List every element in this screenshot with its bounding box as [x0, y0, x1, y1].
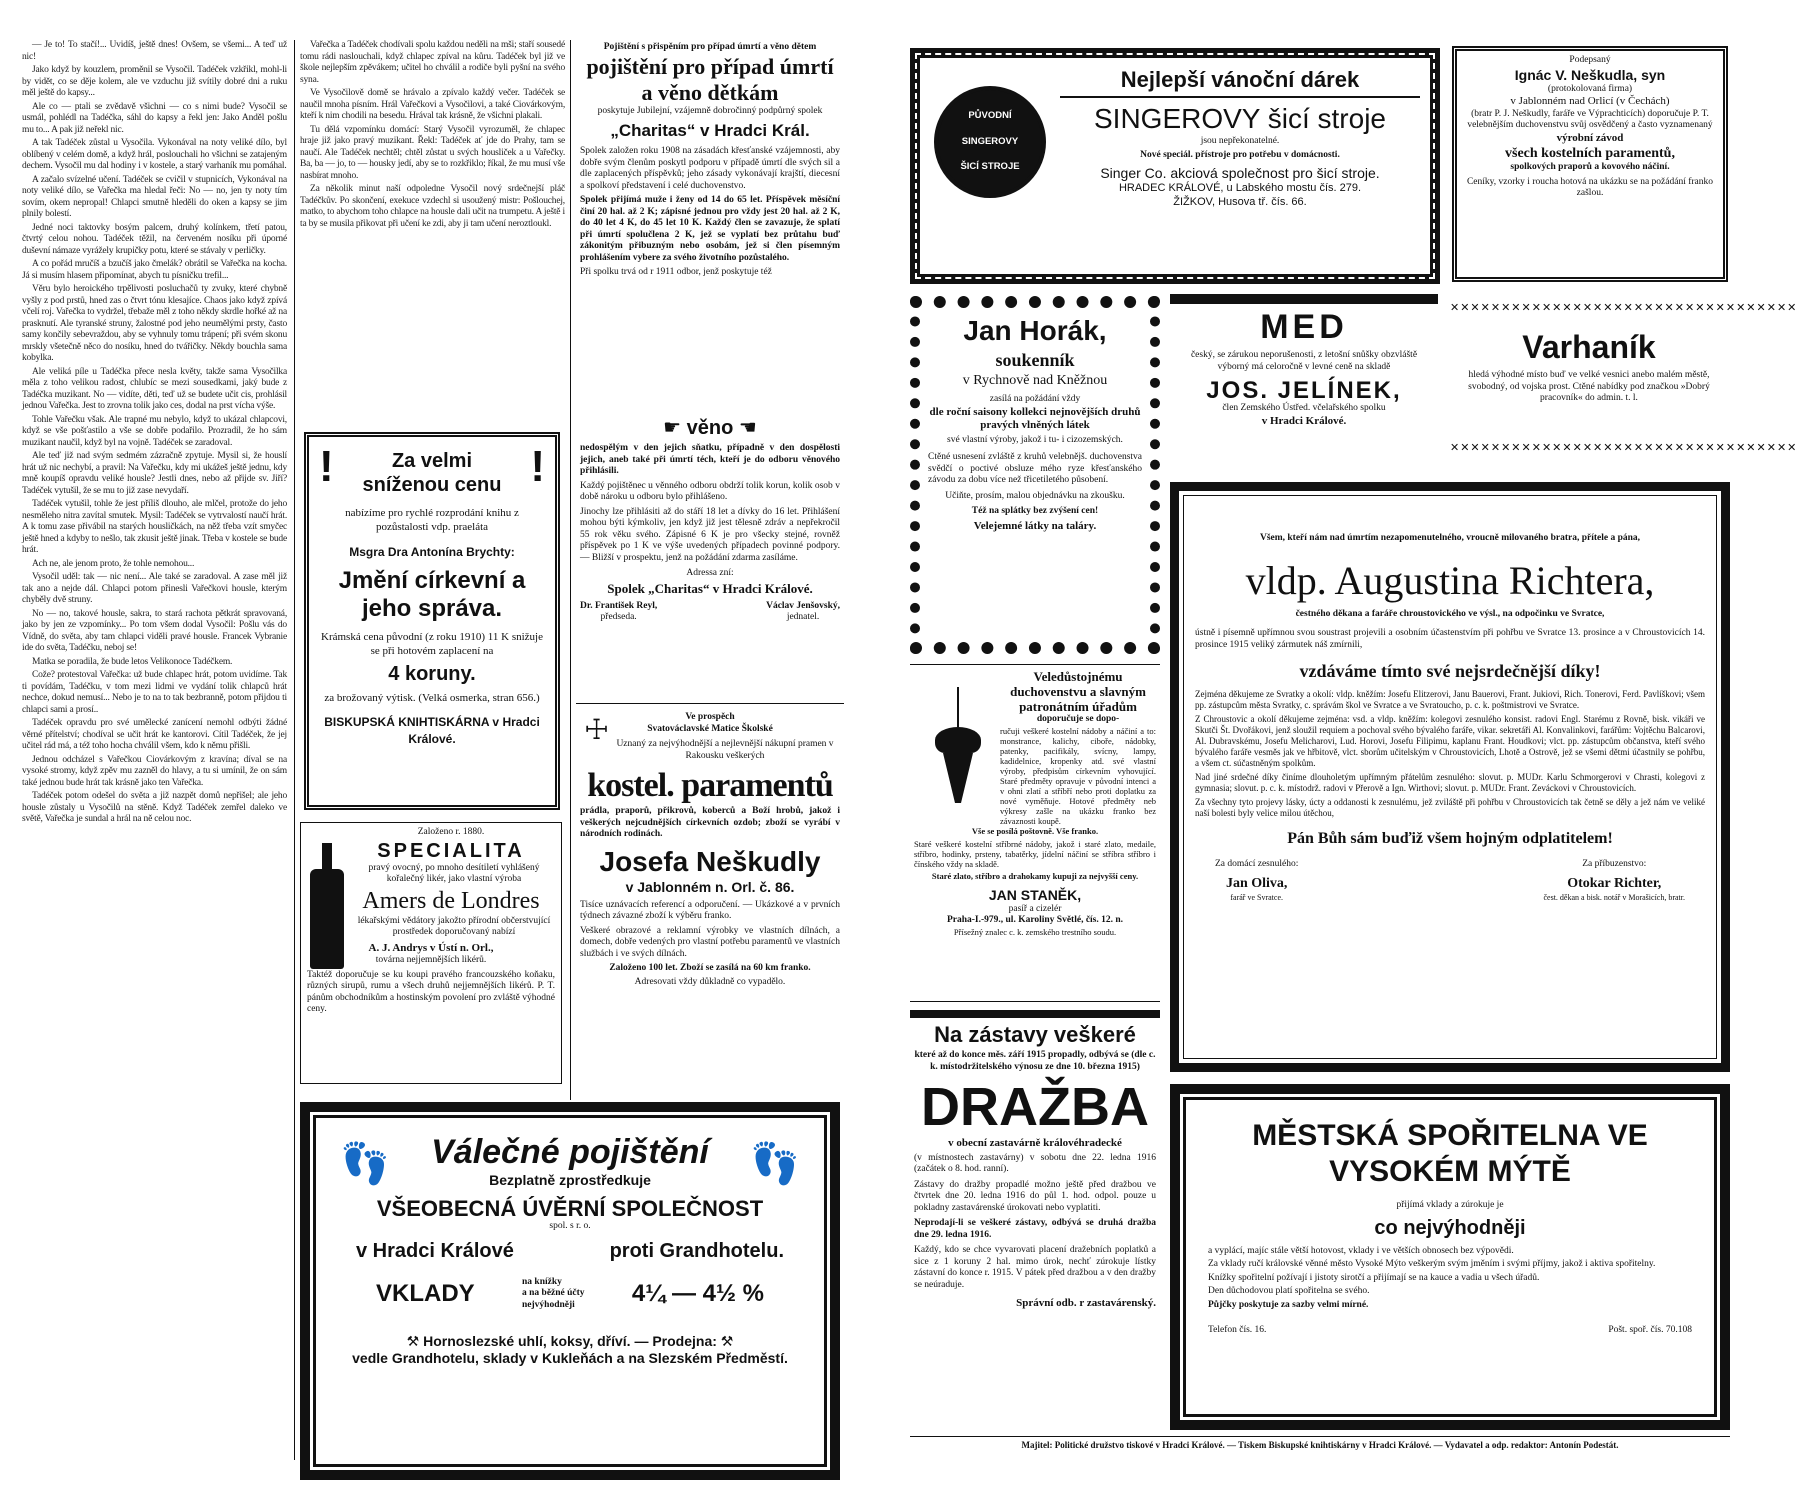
pointing-hand-icon: ☚: [733, 417, 757, 439]
ad-text: Pojištění s přispěním pro případ úmrtí a věno dětem: [603, 42, 817, 52]
ad-text: (bratr P. J. Neškudly, faráře ve Výprachticích) doporučuje P. T. velebnějším duchovenstvu svůj osvědčený a často vyznamenaný: [1467, 108, 1713, 130]
ad-headline: Nejlepší vánoční dárek: [1060, 68, 1420, 98]
obituary-name: vldp. Augustina Richtera,: [1245, 557, 1655, 603]
church-lamp-icon: [918, 687, 998, 847]
firm-address: v Jablonném n. Orl. č. 86.: [625, 878, 795, 895]
church-vestments-ad: [576, 710, 844, 1095]
ad-text: Svatováclavské Matice Školské: [647, 723, 773, 734]
obituary-intro: Všem, kteří nám nad úmrtím nezapomenutelného, vroucně milovaného bratra, přítele a pána,: [1259, 533, 1641, 543]
footprint-icon: 👣: [750, 1141, 800, 1186]
article-paragraph: A co pořád mručíš a bzučíš jako čmelák? obrátil se Vařečka na kocha. Já si musím hlasem připomínat, abych tu písničku trefil...: [22, 259, 287, 281]
ad-headline: Válečné pojištění: [431, 1133, 709, 1171]
company-name: Singer Co. akciová společnost pro šicí stroje.: [1100, 165, 1380, 181]
article-column-1: [22, 40, 287, 1480]
ad-text: Ceníky, vzorky i roucha hotová na ukázku se na požádání franko zašlou.: [1466, 176, 1714, 198]
ad-headline: pojištění pro případ úmrtí a věno dětkám: [586, 53, 834, 105]
singer-sewing-ad: [910, 48, 1440, 284]
article-paragraph: — Je to! To stačí!... Uvidíš, ještě dnes! Ovšem, se všemi... A teď už nic!: [22, 40, 287, 62]
cloth-maker-ad: [910, 296, 1160, 654]
ad-text: Staré zlato, stříbro a drahokamy kupuji za nejvyšší ceny.: [931, 871, 1139, 881]
ad-headline: MĚSTSKÁ SPOŘITELNA VE VYSOKÉM MÝTĚ: [1252, 1119, 1648, 1188]
article-paragraph: No — no, takové housle, sakra, to stará rachota pětkrát spravovaná, jako by jen ze vzpomínky... Po tom všem dodal Vysočil: Pošlu vás do Vídně, do světa, aby tam chlapci viděli pravé housle. Francek Vybranie ide do světa, Tadéčku, neboj se!: [22, 608, 287, 653]
article-paragraph: Ach ne, ale jenom proto, že tohle nemohou...: [32, 558, 195, 569]
ad-headline: ☛ věno ☚: [663, 417, 757, 439]
ad-text: Ve prospěch: [685, 712, 735, 722]
article-paragraph: Tadéček potom odešel do světa a již nazpět domů nepřišel; ale jeho housle zůstaly u Vysočilů na stěně. Když Tadéček zemřel daleko ve světě, Vařečka je sundal a hrál na ně celou noc.: [22, 791, 287, 824]
ad-text: nedospělým v den jejich sňatku, případně v den dospělosti jejich, aneb také při úmrtí téch, kteří je do odboru věnového přihlásili.: [580, 443, 840, 476]
book-discount-ad: [304, 432, 560, 810]
singer-emblem-icon: PŮVODNÍ SINGEROVY ŠICÍ STROJE: [934, 86, 1046, 198]
ad-text: Adresovati vždy důkladně co vypadělo.: [634, 976, 786, 987]
article-paragraph: Tadéček vytušil, tohle že jest příliš dlouho, ale mlčel, protože do jeho nesměleho nitra zavítal smutek. Mysil: Tadéček se vytrvalostí naučí hrát. A k tomu zase přivábil na starých housličkách, na něž třeba vzít smyčec ještě hned a kdyby to nešlo, tak zkusit ještě jinak. Třeba v kostele se bude hrát.: [22, 499, 287, 555]
seller-name: JAN STANĚK,: [988, 886, 1082, 903]
ornament-border: ✕✕✕✕✕✕✕✕✕✕✕✕✕✕✕✕✕✕✕✕✕✕✕✕✕✕✕✕✕✕✕✕✕✕: [1450, 302, 1797, 314]
seller-name: JOS. JELÍNEK,: [1206, 377, 1402, 404]
ad-headline: MED: [1260, 308, 1348, 346]
honey-ad: [1170, 294, 1438, 474]
article-paragraph: Ale veliká píle u Tadéčka přece nesla květy, takže sama Vysočilka měla z toho velikou radost, chlubíc se mezi sousedkami, jaký bude z Tadéčka muzikant. No — vidíte, děti, teď už se budete učit cis, prohlásil jednou Vařečka. Jest to zrovna tolik jako ces, dodal na prst vícha výše.: [22, 366, 287, 411]
article-paragraph: A tak Tadéček zůstal u Vysočila. Vykonával na noty veliké dílo, byl oblíbený v celém domě, a když hrál, poslouchali ho všichni se zatajeným dechem. Vysočil mu dal hodiny i v kostele, a starý varhaník mu pomáhal.: [22, 138, 287, 171]
article-paragraph: Ve Vysočilově domě se hrávalo a zpívalo každý večer. Tadéček se naučil mnoha písním. Hrál Vařečkovi a Vysočilovi, a také Ciovárkovým, kteří k nim chodili na besedu. Hrával tak krásně, že všichni plakali.: [300, 88, 565, 121]
ad-text: Za vklady ručí královské věnné město Vysoké Mýto veškerým svým jměním i svými příjmy, jakož i aktiva spořitelny.: [1208, 1259, 1656, 1269]
ad-text: (protokolovaná firma): [1547, 83, 1633, 94]
address-line: ŽIŽKOV, Husova tř. čís. 66.: [1173, 195, 1307, 208]
firm-name: Ignác V. Neškudla, syn: [1514, 66, 1666, 83]
product-name: Amers de Londres: [362, 887, 540, 914]
ad-text: Tisíce uznávacích referencí a odporučení. — Ukázkové a v prvních týdnech závazné zboží k výběru franko.: [580, 899, 840, 921]
ad-text: český, se zárukou neporušenosti, z letošní snůšky obzvláště výborný má celoročně v levné ceně na skladě: [1190, 350, 1418, 372]
ad-text: hledá výhodné místo buď ve velké vesnici anebo malém městě, svobodný, od vojska prost. Ctěné nabídky pod značkou »Dobrý pracovník« do admin. t. l.: [1468, 370, 1710, 403]
ad-text: Při spolku trvá od r 1911 odbor, jenž poskytuje též: [580, 267, 772, 277]
firm-name: Josefa Neškudly: [599, 845, 821, 877]
article-paragraph: Za několik minut naší odpoledne Vysočil nový srdečnejší pláč Tadéčkův. Po skončení, exekuce vzdechl si usoužený mistr: Pošlouchej, matko, to abychom toho chlapce na housle dali učit na trumpetu. A ještě i ta by se musila přikovat při učení ke zdi, aby ji tam učení neroztloukl.: [300, 184, 565, 229]
ad-text: Adressa zní:: [686, 568, 734, 578]
ad-text: lékařskými vědátory jakožto přírodní občerstvující prostředek doporučovaný nabízí: [357, 915, 551, 937]
article-paragraph: Vařečka a Tadéček chodívali spolu každou neděli na mši; staří sousedé tomu rádi naslouchali, když chlapec zpíval na kůru. Tadéček byl již ve škole nejlepším zpěvákem; učitel ho chválil a rodiče byli pyšní na svého syna.: [300, 40, 565, 85]
war-insurance-ad: [300, 1102, 840, 1480]
signatures: [580, 601, 840, 624]
bank-contacts: [1208, 1325, 1692, 1337]
article-paragraph: Jedné noci taktovky bosým palcem, druhý kolínkem, třetí patou, čtvrtý celou nohou. Tadéček těžil, na červeném nosíku při úporné duševní námaze vyrážely krupičky potu, které se stávaly v perličky.: [22, 222, 287, 256]
publisher-footer: Majitel: Politické družstvo tiskové v Hradci Králové. — Tiskem Biskupské knihtiskárny v Hradci Králové. — Vydavatel a odp. redaktor: Antonín Podestát.: [1021, 1440, 1619, 1450]
ad-text: které až do konce měs. září 1915 propadly, odbývá se (dle c. k. místodržitelského výnosu ze dne 10. března 1915): [914, 1050, 1156, 1072]
ad-text: doporučuje se dopo-: [1036, 714, 1120, 724]
ad-text: člen Zemského Ústřed. včelařského spolku: [1222, 403, 1386, 413]
deposits-row: [336, 1277, 804, 1312]
article-paragraph: Ale teď již nad svým sedmém zázračně zpytuje. Mysil si, že houslí hrát už nic nechybí, a pravil: Na Vařečku, kdy mi ukážeš ještě jednu, kdy mně koupíš opravdu veliké housle? Jestli dnes, nebo až přijde sv. Jiří? Tadéček vytušil, že se mu to již zase nevydaří.: [22, 451, 287, 496]
town: v Rychnově nad Kněžnou: [962, 373, 1108, 388]
column-divider: [570, 40, 571, 1100]
ad-text: pravý ovocný, po mnoho desítiletí vyhlášený kořalečný likér, jako vlastní výroba: [368, 862, 540, 884]
ad-text: pasíř a cizelér: [1008, 903, 1062, 914]
society-address: Spolek „Charitas“ v Hradci Králové.: [607, 580, 813, 596]
ad-text: Veškeré obrazové a reklamní výrobky ve vlastních dílnách, a domech, dobře vedených pro vlastní potřebu paramentů ve vlastních službách i ve svých dílnách.: [580, 925, 840, 959]
ad-text: Každý pojištěnec u věnného odboru obdrží tolik korun, kolik osob v době nároku u odboru bylo přihlášeno.: [580, 480, 840, 502]
footer-rule: [910, 1436, 1730, 1437]
footprint-icon: 👣: [340, 1141, 390, 1186]
ad-text: Podepsaný: [1569, 55, 1611, 65]
ad-headline: Za velmi sníženou cenu: [362, 450, 502, 496]
crossed-hammers-icon: ⚒: [716, 1333, 734, 1349]
ad-text: Neprodají-li se veškeré zástavy, odbývá se druhá dražba dne 29. ledna 1916.: [914, 1218, 1156, 1240]
ad-text: Staré veškeré kostelní stříbrné nádoby, jakož i staré zlato, medaile, stříbro, hodinky, prsteny, tabatěrky, jídelní náčiní se stříbra stříbro i čínského vždy na skladě.: [914, 839, 1156, 869]
organist-ad: [1450, 298, 1797, 458]
dowry-insurance-ad: [576, 414, 844, 704]
signer-name: Václav Jenšovský,: [766, 600, 840, 611]
auction-title: DRAŽBA: [921, 1077, 1149, 1137]
exclamation-icon: !: [319, 442, 334, 491]
ad-text: dle roční saisony kollekci nejnovějších druhů pravých vlněných látek: [929, 405, 1141, 431]
article-paragraph: Tohle Vařečku však. Ale trapné mu nebylo, když to ukázal chlapcovi, když se vše pošťastilo a vše se dobře podařilo. Prozradil, že ho sám muzikant naučil, když byl na vojně. Tadéček se zaradoval.: [22, 414, 287, 448]
maker-name: A. J. Andrys v Ústí n. Orl.,: [368, 941, 494, 954]
company-suffix: spol. s r. o.: [549, 1221, 591, 1231]
ad-text: Půjčky poskytuje za sazby velmi mírné.: [1208, 1299, 1369, 1310]
society-name: „Charitas“ v Hradci Král.: [610, 121, 810, 140]
church-vessels-ad: [910, 664, 1160, 1002]
obituary-text: Za všechny tyto projevy lásky, úcty a oddanosti k zesnulému, jež zviláště při pohřbu v Chroustovicích tak četně se děly a jež nám ve veliké naší bolesti byly velice milou útěchou,: [1195, 797, 1705, 818]
article-paragraph: Vysočil uděl: tak — nic není... Ale také se zaradoval. A zase měl již tak ano a nejde dál. Chlapci potom přinesli Vařečkovi housle, kterým chyběly dvě struny.: [22, 572, 287, 605]
ad-text: poskytuje Jubilejní, vzájemně dobročinný podpůrný spolek: [597, 105, 823, 116]
ad-text: Praha-I.-979., ul. Karoliny Světlé, čís. 12. n.: [946, 915, 1124, 925]
ad-text: Spolek přijímá muže i ženy od 14 do 65 let. Příspěvek měsíční činí 20 hal. až 2 K; zápisné jednou pro vždy jest 20 hal. až 2 K, do 40 let 4 K, do 45 let 10 K. Každý člen se zavazuje, že splatí při úmrtí spolučlena 2 K, jež se vyplatí bez průtahu buď zákonitým přibuzným nebo osobám, jež si člen písemným prohlášením vybere za svého životního pozůstalého.: [580, 195, 840, 263]
book-price: 4 koruny.: [388, 663, 476, 685]
signature-label: Za příbuzenstvo:: [1582, 859, 1647, 869]
deposits-label: VKLADY: [376, 1279, 475, 1307]
coal-line: ⚒ Hornoslezské uhlí, koksy, dříví. — Prodejna: ⚒: [406, 1333, 734, 1349]
ad-headline: kostel. paramentů: [587, 767, 833, 804]
ad-text: továrna nejjemnějších likérů.: [375, 955, 487, 965]
company-name: VŠEOBECNÁ ÚVĚRNÍ SPOLEČNOST: [376, 1196, 764, 1221]
ad-text: Den důchodovou platí spořitelna se svého.: [1208, 1286, 1370, 1296]
article-paragraph: Věru bylo heroického trpělivosti posluchačů ty zvuky, které chybně vyšly z pod prstů, hned zas o čtvrt tónu klesajíce. Chaos jako když zpívá včelí roj. Vařečka to vydržel, třebaže měl z toho někdy skrdle hořké až na prasknutí. Ale tyranské struny, žalostné pod jeho neumělými prsty, často samy končily sebevraždou, aby se vyhnuly tomu trápení; při svém skonu mrskly všetečně něco do nosíku, hned do tvářičky. Někdy bouchla sama kobylka.: [22, 284, 287, 363]
ad-text: v Jablonném nad Orlicí (v Čechách): [1510, 95, 1670, 107]
profession: soukenník: [995, 350, 1075, 370]
address-line: HRADEC KRÁLOVÉ, u Labského mostu čís. 279.: [1118, 182, 1362, 194]
obituary-title: čestného děkana a faráře chroustovického ve výsl., na odpočinku ve Svratce,: [1295, 608, 1605, 619]
signer-role: předseda.: [600, 612, 637, 622]
book-author: Msgra Dra Antonína Brychty:: [349, 545, 515, 559]
ad-text: Knížky spořitelní požívají i jistoty sirotčí a přijímají se na kauce a vadia u všech úřadů.: [1208, 1272, 1540, 1283]
article-paragraph: Jako když by kouzlem, proměnil se Vysočil. Tadéček vzkřikl, mohl-li by vidět, co se děje kolem, ale ve vzduchu již svítily dobré dni a ruku měl ještě do kapsy...: [22, 65, 287, 98]
ad-text: prádla, praporů, přikrovů, koberců a Boží hrobů, jakož i veškerých nejcudnějších církevních ozdob; zboží se vyrábí v národních rodinách.: [580, 806, 840, 839]
ad-text: Uznaný za nejvýhodnější a nejlevnější nákupní pramen v Rakousku veškerých: [616, 739, 834, 761]
article-paragraph: Ale co — ptali se zvědavě všichni — co s nimi bude? Vysočil se usmál, pohlédl na Tadéčka, sáhl do kapsy a řekl jen: Jako Anděl pošlu mu to... A pak již neřekl nic.: [22, 101, 287, 135]
ad-text: své vlastní výroby, jakož i tu- i cizozemských.: [947, 434, 1123, 445]
obituary-signatures: [1195, 859, 1705, 903]
left-newspaper-page: [0, 0, 860, 1500]
ad-text: Nové speciál. přístroje pro potřebu v domácnosti.: [1140, 149, 1340, 160]
signer-role: farář ve Svratce.: [1230, 892, 1283, 902]
obituary-notice: [1170, 482, 1730, 1072]
crossed-hammers-icon: ⚒: [406, 1333, 424, 1349]
ad-text: zasílá na požádání vždy: [989, 394, 1081, 404]
ad-text: výrobní závod: [1556, 131, 1624, 144]
ad-headline: Na zástavy veškeré: [934, 1022, 1136, 1047]
singer-text: [1060, 68, 1420, 209]
ad-text: spolkových praporů a kovového náčiní.: [1510, 162, 1670, 172]
charitas-insurance-ad: [576, 40, 844, 410]
signature-label: Za domácí zesnulého:: [1215, 859, 1299, 869]
crest-icon: ☩: [584, 715, 610, 746]
ad-text: Krámská cena původní (z roku 1910) 11 K snižuje se při hotovém zaplacení na: [321, 631, 543, 657]
ad-headline: SPECIALITA: [377, 839, 525, 862]
ad-text: Správní odb. r zastavárenský.: [1016, 1297, 1156, 1309]
ad-text: Spolek založen roku 1908 na zásadách křesťanské vzájemnosti, aby dobře svým členům poskytl podporu v případě úmrtí dle svých sil a dle zaplacených příspěvků; jeho zásady vykonávají krajští, diecesní a spolkoví představení i celé duchovenstvo.: [580, 146, 840, 191]
bottle-icon: [309, 843, 345, 973]
signer-role: jednatel.: [786, 612, 820, 622]
ad-text: Též na splátky bez zvýšení cen!: [971, 506, 1099, 516]
ad-headline: Jan Horák,: [963, 315, 1107, 346]
obituary-text: Z Chroustovic a okolí děkujeme zejména: vsd. a vldp. kněžím: kolegovi zesnulého konsist. radovi Engl. Starému z Rovně, bisk. vikáři ve Skutči Št. Dvořákovi, jenž sloužil requiem a pochoval svého bývalého faráře, vikar. sekretáři Al. Konvalinkovi, farářům: Vojtěchu Balcarovi, Al. Dubravskému, Josefu Melicharovi, Lud. Horovi, Josefu Filipimu, kaplanu Frant. Houdkovi; vlct. pp. zástupcům občanstva, kteří svého bývalého faráře vesměs jak ve hřbitově, vlct. sborům učitelským v Chroustovicích, Lhotě a Ostrově, jež se všemi dětmi účastnily se pohřbu, a všem ct. súčastněným spolkům.: [1195, 714, 1705, 768]
ad-headline: Veledůstojnému duchovenstvu a slavným patronátním úřadům: [1010, 669, 1146, 714]
pointing-hand-icon: ☛: [663, 417, 687, 439]
article-paragraph: Tu dělá vzpomínku domácí: Starý Vysočil vyrozuměl, že chlapec hraje již jako pravý muzikant. Řekl: Tadéček ať jde do Prahy, tam se naučí. Ale Tadéček nechtěl; chtěl zůstat u svých housliček a u Vařečky. Ba, ba — jo, to — housky jedí, aby se to rozkřiklo; říkal, že mu musí vše nasbírat mnoho.: [300, 124, 565, 181]
ad-text: ručuji veškeré kostelní nádoby a náčiní a to: monstrance, kalichy, ciboře, nádobky, patenky, pacifikály, svícny, lampy, kadidelnice, kropenky atd. své vlastní výroby, předpisům církevním vyhovující. Staré předměty opravuje v původní intenci a v ohni zlatí a stříbří nebo proti doplatku za nové vyměňuje. Hotové předměty neb výkresy zašle na ukázku franko bez závaznosti koupě.: [1000, 725, 1156, 826]
ad-text: jsou nepřekonatelné.: [1200, 136, 1280, 146]
article-paragraph: Cože? protestoval Vařečka: už bude chlapec hrát, potom uvidíme. Tak ti povídám, Tadéčku, v tom mezi lidmi ve vydání tolik chlapců hrát nechce, dokud nemusí... Nebo je to na to tak bezbranně, potom přijdou ti chlapci sami a prosí..: [22, 670, 287, 715]
ad-highlight: co nejvýhodněji: [1374, 1216, 1526, 1239]
ad-text: Velejemné látky na taláry.: [973, 519, 1097, 532]
ad-text: Založeno r. 1880.: [417, 827, 485, 837]
brand-name: SINGEROVY šicí stroje: [1093, 103, 1386, 134]
ad-text: v Hradci Králové.: [1261, 414, 1347, 427]
article-paragraph: Jednou odcházel s Vařečkou Ciovárkovým z kravína; díval se na vysoké stromy, když zpěv mu zazněl do hlavy, a tu si umínil, že on sám také jednou bude hrát tak krásně jako ten Vařečka.: [22, 754, 287, 788]
ad-text: (v místnostech zastavárny) v sobotu dne 22. ledna 1916 (začátek o 8. hod. ranní).: [914, 1152, 1156, 1174]
article-column-2: [300, 40, 565, 430]
ad-text: za brožovaný výtisk. (Velká osmerka, stran 656.): [324, 692, 540, 704]
deposit-rate: 4¼ — 4½ %: [631, 1279, 764, 1307]
ad-text: Zástavy do dražby propadlé možno ještě před dražbou ve čtvrtek dne 20. ledna 1916 do půl 1. hod. odpol. pouze u pokladny zastavárenské úrokovati nebo vyplatiti.: [914, 1179, 1156, 1213]
signer-name: Jan Oliva,: [1225, 875, 1288, 891]
signer-role: čest. děkan a bisk. notář v Morašicích, bratr.: [1543, 892, 1685, 902]
ad-text: všech kostelních paramentů,: [1505, 146, 1675, 161]
ad-text: Vše se posílá poštovně. Vše franko.: [971, 825, 1099, 836]
article-paragraph: Tadéček opravdu pro své umělecké zanícení nemohl odbýti žádné věrné přítelství; chodíval se učit hrát ke kantorovi. Cítil Tadéček, že jej učitel rád má, a též toho hocha chválil všem, kdo k němu přišli.: [22, 718, 287, 751]
right-newspaper-page: [900, 0, 1797, 1500]
savings-bank-ad: [1170, 1084, 1730, 1430]
ad-text: nabízíme pro rychlé rozprodání knihu z pozůstalosti vdp. praeláta: [345, 507, 519, 533]
coal-line: vedle Grandhotelu, sklady v Kukleňách a na Slezském Předměstí.: [352, 1350, 788, 1366]
ad-text: Jinochy lze přihlásiti až do stáří 18 let a dívky do 16 let. Přihlášení mohou býti kýmkoliv, jen když již jest tělesně zdráv a nepřekročil 55 rok věku svého. Zápisné 6 K je pro všecky stejné, rovněž příspěvek po 1 K ve výše uvedených případech povinné podpory. — Bližší v prospektu, jenž na požádání zdarma zasíláme.: [580, 506, 840, 563]
obituary-text: Nad jiné srdečné díky činíme dlouholetým upřímným přátelům zesnulého: slovut. p. MUDr. Karlu Schmorgerovi v Chrasti, kolegovi z gymnasia; slovut. p. c. k. místodrž. radovi v Přerově a Ign. Wirthovi; slovut. p. MUDr. Frant. Zeváckovi v Chroustovicích.: [1195, 772, 1705, 793]
ad-text: Založeno 100 let. Zboží se zasílá na 60 km franko.: [609, 963, 811, 973]
ornament-border: ✕✕✕✕✕✕✕✕✕✕✕✕✕✕✕✕✕✕✕✕✕✕✕✕✕✕✕✕✕✕✕✕✕✕: [1450, 442, 1797, 454]
ad-seller: BISKUPSKÁ KNIHTISKÁRNA v Hradci Králové.: [324, 714, 540, 746]
signer-name: Dr. František Reyl,: [580, 600, 658, 611]
ad-text: Přísežný znalec c. k. zemského trestního soudu.: [953, 926, 1117, 937]
obituary-thanks: vzdáváme tímto své nejsrdečnější díky!: [1299, 661, 1601, 681]
auction-notice: [910, 1010, 1160, 1430]
obituary-text: ústně i písemně upřímnou svou soustrast projevili a osobním účastenstvím při pohřbu ve Svratce 13. prosince a v Chroustovicích 14. prosince 1915 veliký zármutek náš zmírnili,: [1195, 628, 1705, 650]
ad-headline: Varhaník: [1522, 329, 1656, 365]
obituary-blessing: Pán Bůh sám buďiž všem hojným odplatitelem!: [1287, 830, 1613, 847]
article-paragraph: A začalo svízelné učení. Tadéček se cvičil v stupnicích, Vykonával na noty veliké dílo, se Vařečka ma hledal řeči: No — no, jen ty noty tím sovím, okem nepropal! Chlapci smutně hleděli do oken a kapsy se jim plnily bolestí.: [22, 174, 287, 219]
obituary-text: Zejména děkujeme ze Svratky a okolí: vldp. kněžím: Josefu Elitzerovi, Janu Bauerovi, Frant. Jukiovi, Rich. Tonerovi, Ferd. Pavlíškovi; všem pp. zástupcům města Svratky, c. správám škol ve Svratce a ve Svratoucho, p. c. k. poštmistrovi ve Svratce.: [1195, 689, 1705, 710]
ad-text: Každý, kdo se chce vyvarovati placení dražebních poplatků a sice z 1 koruny 2 hal. mimo úrok, nechť zúrokuje lístky zástavní do konce r. 1915. V pátek před dražbou a v den dražby se neúraduje.: [914, 1245, 1156, 1290]
column-divider: [294, 40, 295, 1460]
signer-name: Otokar Richter,: [1567, 875, 1662, 891]
ad-subtitle: Bezplatně zprostředkuje: [489, 1172, 651, 1188]
church-vestments-firm-ad: [1452, 46, 1728, 282]
company-location: v Hradci Králové proti Grandhotelu.: [356, 1239, 784, 1262]
ad-text: Učiňte, prosím, malou objednávku na zkoušku.: [945, 490, 1125, 501]
liqueur-ad: [300, 822, 562, 1084]
ad-text: v obecní zastavárně královéhradecké: [948, 1137, 1122, 1149]
phone-number: Telefon čís. 16.: [1208, 1325, 1267, 1335]
ad-text: přijímá vklady a zúrokuje je: [1396, 1200, 1504, 1210]
article-paragraph: Matka se poradila, že bude letos Velikonoce Tadéčkem.: [32, 656, 233, 667]
ad-text: Ctěné usnesení zvláště z kruhů velebnějš. duchovenstva svědčí o poctivé obsluze mého ryze křesťanského závodu za dobu více než třicetiletého působení.: [928, 452, 1142, 485]
ad-text: Taktéž doporučuje se ku koupi pravého francouzského koňaku, různých sirupů, rumu a všech druhů nejjemnějších likérů. P. T. pánům obchodníkům a hostinským povolení pro zvláště výhodné ceny.: [307, 969, 555, 1014]
ad-text: a vyplácí, majíc stále větší hotovost, vklady i ve větších obnosech bez výpovědi.: [1208, 1245, 1514, 1256]
exclamation-icon: !: [530, 442, 545, 491]
stanek-text: [1000, 669, 1156, 826]
postal-account: Pošt. spoř. čís. 70.108: [1608, 1325, 1692, 1335]
deposits-notes: na knížky a na běžné účty nejvýhodněji: [522, 1276, 585, 1310]
book-title: Jmění církevní a jeho správa.: [338, 567, 526, 622]
